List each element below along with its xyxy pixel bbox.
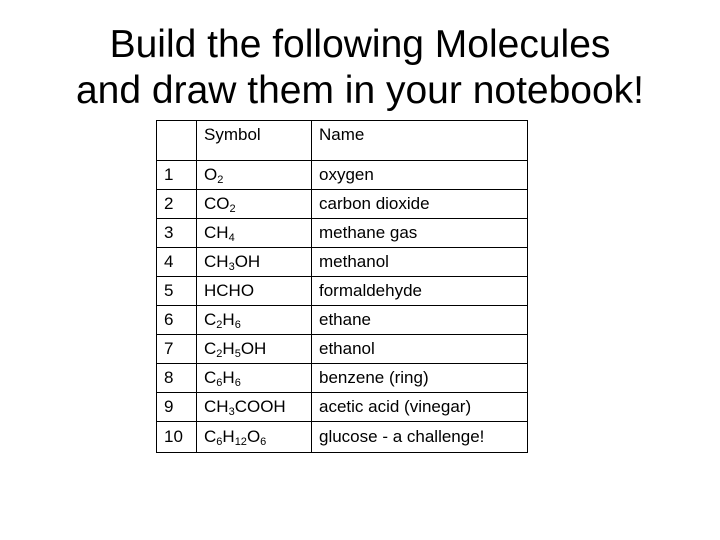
formula-subscript: 4 xyxy=(228,232,235,244)
chemical-formula xyxy=(197,306,312,335)
formula-element: H xyxy=(222,427,235,446)
row-number: 5 xyxy=(157,277,197,306)
formula-element: H xyxy=(222,339,235,358)
table-row xyxy=(157,364,528,393)
chemical-formula xyxy=(197,161,312,190)
row-number: 6 xyxy=(157,306,197,335)
table-row xyxy=(157,306,528,335)
title-line-1: Build the following Molecules xyxy=(109,23,611,66)
title-line-2: and draw them in your notebook! xyxy=(75,69,644,112)
formula-subscript: 3 xyxy=(228,261,235,273)
chemical-formula xyxy=(197,393,312,422)
formula-subscript: 6 xyxy=(234,377,241,389)
formula-subscript: 2 xyxy=(216,319,223,331)
molecule-name: acetic acid (vinegar) xyxy=(312,393,528,422)
table-row xyxy=(157,277,528,306)
table-row xyxy=(157,422,528,453)
header-number xyxy=(157,121,197,161)
formula-subscript: 6 xyxy=(234,319,241,331)
formula-subscript: 12 xyxy=(234,436,247,448)
formula-subscript: 3 xyxy=(228,406,235,418)
row-number: 9 xyxy=(157,393,197,422)
formula-element: C xyxy=(204,368,217,387)
molecule-name: methane gas xyxy=(312,219,528,248)
chemical-formula xyxy=(197,335,312,364)
molecule-name: benzene (ring) xyxy=(312,364,528,393)
table-body xyxy=(157,161,528,453)
formula-subscript: 6 xyxy=(216,436,223,448)
formula-element: CH xyxy=(204,252,229,271)
table-row xyxy=(157,161,528,190)
row-number: 4 xyxy=(157,248,197,277)
formula-subscript: 6 xyxy=(260,436,267,448)
formula-element: HCHO xyxy=(204,281,255,300)
formula-element: O xyxy=(204,165,218,184)
formula-element: C xyxy=(204,427,217,446)
chemical-formula xyxy=(197,248,312,277)
formula-element: OH xyxy=(234,252,261,271)
row-number: 2 xyxy=(157,190,197,219)
row-number: 10 xyxy=(157,422,197,453)
formula-element: CH xyxy=(204,397,229,416)
molecule-name: ethane xyxy=(312,306,528,335)
formula-element: COOH xyxy=(234,397,286,416)
formula-element: H xyxy=(222,368,235,387)
row-number: 1 xyxy=(157,161,197,190)
formula-subscript: 2 xyxy=(217,174,224,186)
table-header xyxy=(157,121,528,161)
molecule-name: glucose - a challenge! xyxy=(312,422,528,453)
chemical-formula xyxy=(197,277,312,306)
molecule-name: oxygen xyxy=(312,161,528,190)
formula-element: CO xyxy=(204,194,230,213)
header-symbol: Symbol xyxy=(197,121,312,161)
molecule-name: methanol xyxy=(312,248,528,277)
formula-subscript: 6 xyxy=(216,377,223,389)
molecule-name: formaldehyde xyxy=(312,277,528,306)
molecule-name: carbon dioxide xyxy=(312,190,528,219)
table-header-row xyxy=(157,121,528,161)
table-row xyxy=(157,190,528,219)
formula-subscript: 5 xyxy=(234,348,241,360)
table-row xyxy=(157,393,528,422)
row-number: 7 xyxy=(157,335,197,364)
table-row xyxy=(157,248,528,277)
formula-element: OH xyxy=(240,339,267,358)
chemical-formula xyxy=(197,219,312,248)
chemical-formula xyxy=(197,364,312,393)
formula-element: H xyxy=(222,310,235,329)
row-number: 3 xyxy=(157,219,197,248)
formula-element: O xyxy=(246,427,261,446)
formula-element: C xyxy=(204,310,217,329)
formula-element: CH xyxy=(204,223,229,242)
molecules-table xyxy=(156,120,528,453)
row-number: 8 xyxy=(157,364,197,393)
table-row xyxy=(157,219,528,248)
chemical-formula xyxy=(197,422,312,453)
formula-subscript: 2 xyxy=(216,348,223,360)
formula-element: C xyxy=(204,339,217,358)
page-title xyxy=(0,22,720,114)
molecule-name: ethanol xyxy=(312,335,528,364)
formula-subscript: 2 xyxy=(229,203,236,215)
chemical-formula xyxy=(197,190,312,219)
table-row xyxy=(157,335,528,364)
header-name: Name xyxy=(312,121,528,161)
